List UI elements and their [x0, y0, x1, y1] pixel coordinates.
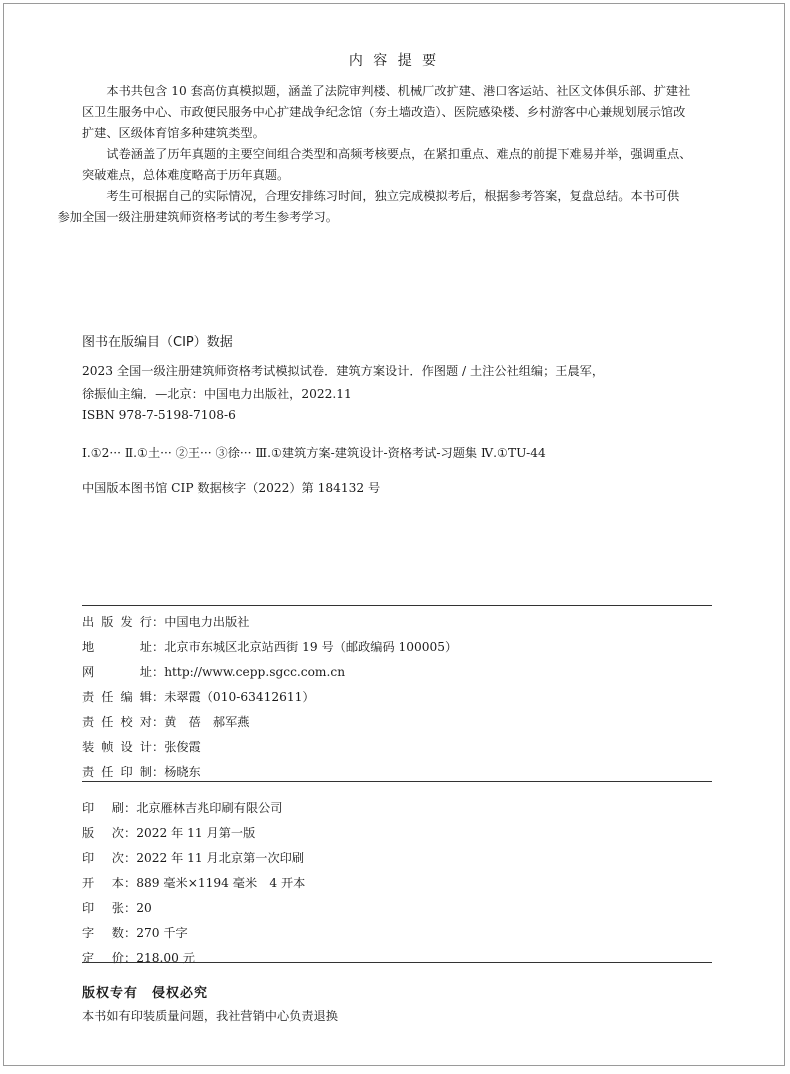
- rights-title: 版权专有 侵权必究: [82, 986, 209, 1001]
- summary-body: [57, 81, 712, 228]
- summary-paragraph: 试卷涵盖了历年真题的主要空间组合类型和高频考核要点，在紧扣重点、难点的前提下难易并举，强调重点、 突破难点，总体难度略高于历年真题。: [82, 147, 692, 182]
- printing-row: 印张：20: [82, 901, 152, 915]
- divider: [82, 962, 712, 963]
- copyright-page: [3, 3, 785, 1066]
- cip-isbn: ISBN 978-7-5198-7108-6: [82, 408, 236, 422]
- divider: [82, 781, 712, 782]
- printing-row: 开本：889 毫米×1194 毫米 4 开本: [82, 876, 306, 890]
- printing-row: 字数：270 千字: [82, 926, 188, 940]
- cip-title: 图书在版编目（CIP）数据: [82, 335, 233, 350]
- printing-row: 定价：218.00 元: [82, 951, 195, 965]
- publisher-row: 网址：http://www.cepp.sgcc.com.cn: [82, 665, 346, 679]
- printing-row: 印刷：北京雁林吉兆印刷有限公司: [82, 801, 283, 815]
- summary-paragraph: 考生可根据自己的实际情况，合理安排练习时间，独立完成模拟考后，根据参考答案，复盘总结。本书可供 参加全国一级注册建筑师资格考试的考生参考学习。: [57, 189, 680, 224]
- rights-text: 本书如有印装质量问题，我社营销中心负责退换: [82, 1009, 338, 1023]
- publisher-row: 出版发行：中国电力出版社: [82, 615, 250, 629]
- publisher-row: 责任印制：杨晓东: [82, 765, 201, 779]
- printing-row: 版次：2022 年 11 月第一版: [82, 826, 256, 840]
- summary-paragraph: 本书共包含 10 套高仿真模拟题，涵盖了法院审判楼、机械厂改扩建、港口客运站、社区文体俱乐部、扩建社 区卫生服务中心、市政便民服务中心扩建战争纪念馆（夯土墙改造）、医院感染楼、乡村游客中心兼规划展示馆改 扩建、区级体育馆多种建筑类型。: [82, 84, 691, 140]
- publisher-row: 责任编辑：未翠霞（010-63412611）: [82, 690, 315, 704]
- publisher-row: 装帧设计：张俊霞: [82, 740, 201, 754]
- publisher-row: 地址：北京市东城区北京站西街 19 号（邮政编码 100005）: [82, 640, 458, 654]
- cip-record: 中国版本图书馆 CIP 数据核字（2022）第 184132 号: [82, 481, 381, 495]
- cip-classification: Ⅰ.①2··· Ⅱ.①土··· ②王··· ③徐··· Ⅲ.①建筑方案-建筑设计-资格考试-习题集 Ⅳ.①TU-44: [82, 446, 546, 460]
- printing-row: 印次：2022 年 11 月北京第一次印刷: [82, 851, 305, 865]
- publisher-row: 责任校对：黄 蓓 郝军燕: [82, 715, 250, 729]
- summary-title: 内 容 提 要: [348, 53, 440, 69]
- divider: [82, 605, 712, 606]
- cip-line: 2023 全国一级注册建筑师资格考试模拟试卷．建筑方案设计．作图题 / 土注公社组编；王晨军，: [82, 364, 605, 378]
- cip-line: 徐振仙主编．—北京：中国电力出版社，2022.11: [82, 387, 352, 401]
